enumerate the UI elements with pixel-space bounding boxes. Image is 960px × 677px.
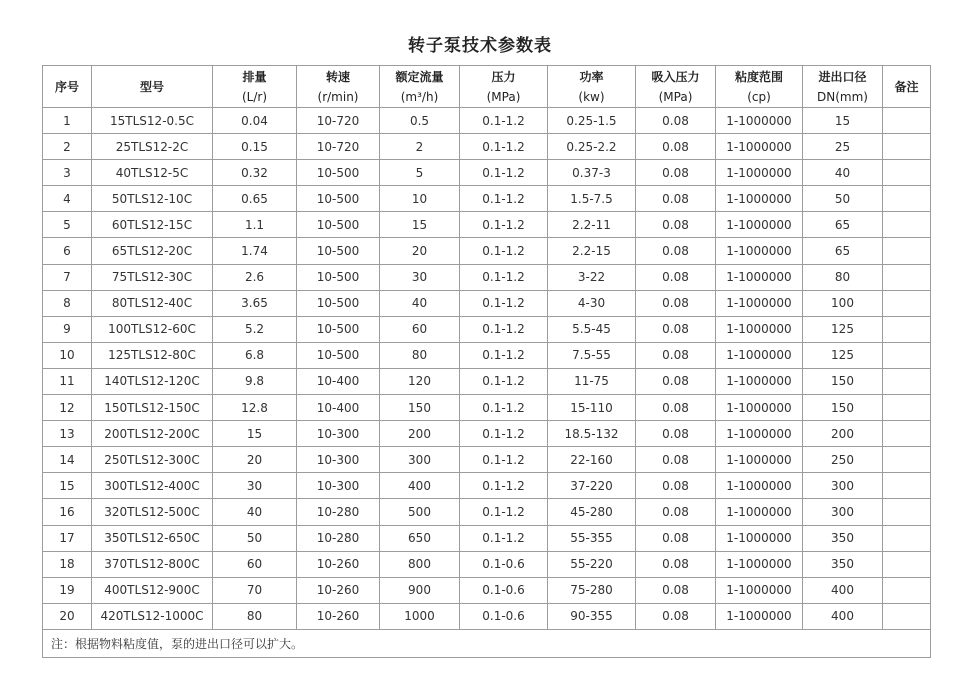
table-cell: 0.1-1.2 [460, 368, 548, 394]
table-cell: 8 [43, 290, 92, 316]
table-cell: 1 [43, 108, 92, 134]
table-cell: 1.74 [213, 238, 297, 264]
table-cell: 100 [803, 290, 883, 316]
table-cell: 0.08 [636, 499, 716, 525]
column-header-unit: (cp) [747, 89, 771, 104]
table-cell: 1-1000000 [716, 316, 803, 342]
table-row [43, 264, 931, 290]
table-cell: 0.1-1.2 [460, 342, 548, 368]
table-cell [883, 421, 931, 447]
table-cell: 1-1000000 [716, 525, 803, 551]
table-cell: 125TLS12-80C [92, 342, 213, 368]
table-cell: 55-355 [548, 525, 636, 551]
table-cell: 10-300 [297, 447, 380, 473]
table-cell: 10-500 [297, 212, 380, 238]
table-cell: 1-1000000 [716, 212, 803, 238]
table-cell: 0.08 [636, 551, 716, 577]
table-row [43, 238, 931, 264]
table-cell: 150 [380, 395, 460, 421]
table-cell: 2.6 [213, 264, 297, 290]
table-note: 注：根据物料粘度值，泵的进出口径可以扩大。 [43, 629, 931, 657]
table-row [43, 447, 931, 473]
column-header-label: 粘度范围 [734, 69, 783, 84]
table-cell: 0.1-1.2 [460, 395, 548, 421]
table-cell [883, 525, 931, 551]
table-cell: 25 [803, 134, 883, 160]
column-header [213, 66, 297, 108]
table-cell [883, 447, 931, 473]
table-cell: 400 [380, 473, 460, 499]
table-cell: 10 [43, 342, 92, 368]
table-cell: 15 [380, 212, 460, 238]
table-cell: 25TLS12-2C [92, 134, 213, 160]
table-cell: 10-280 [297, 525, 380, 551]
table-cell: 7 [43, 264, 92, 290]
table-cell: 1.1 [213, 212, 297, 238]
column-header-label: 序号 [54, 79, 79, 94]
table-row [43, 108, 931, 134]
table-cell: 1-1000000 [716, 134, 803, 160]
table-cell: 0.1-0.6 [460, 577, 548, 603]
table-cell: 0.08 [636, 395, 716, 421]
table-cell: 10-500 [297, 264, 380, 290]
column-header [636, 66, 716, 108]
table-cell: 65 [803, 212, 883, 238]
table-cell: 200TLS12-200C [92, 421, 213, 447]
table-cell: 0.1-1.2 [460, 421, 548, 447]
table-cell: 350 [803, 551, 883, 577]
table-cell: 0.08 [636, 212, 716, 238]
table-cell: 1-1000000 [716, 108, 803, 134]
table-cell: 800 [380, 551, 460, 577]
table-cell: 19 [43, 577, 92, 603]
table-cell: 15 [213, 421, 297, 447]
column-header-label: 型号 [139, 79, 164, 94]
table-cell: 0.1-1.2 [460, 447, 548, 473]
table-cell: 0.1-1.2 [460, 238, 548, 264]
table-cell: 1-1000000 [716, 551, 803, 577]
table-cell: 75-280 [548, 577, 636, 603]
table-cell: 20 [43, 603, 92, 629]
table-cell: 50TLS12-10C [92, 186, 213, 212]
table-cell: 1000 [380, 603, 460, 629]
table-cell: 10-500 [297, 238, 380, 264]
table-cell: 1-1000000 [716, 186, 803, 212]
table-cell: 300 [380, 447, 460, 473]
table-cell: 0.5 [380, 108, 460, 134]
table-cell: 13 [43, 421, 92, 447]
table-cell: 0.1-1.2 [460, 316, 548, 342]
column-header-unit: (MPa) [658, 89, 693, 104]
table-body [43, 108, 931, 658]
table-cell: 2 [380, 134, 460, 160]
table-cell: 15-110 [548, 395, 636, 421]
table-cell: 0.1-0.6 [460, 551, 548, 577]
table-cell: 5 [380, 160, 460, 186]
note-row [43, 629, 931, 657]
table-cell: 0.08 [636, 108, 716, 134]
table-row [43, 525, 931, 551]
table-cell: 45-280 [548, 499, 636, 525]
table-cell: 10-260 [297, 577, 380, 603]
table-cell: 1-1000000 [716, 290, 803, 316]
table-row [43, 368, 931, 394]
table-cell: 500 [380, 499, 460, 525]
table-cell: 1-1000000 [716, 421, 803, 447]
table-cell: 55-220 [548, 551, 636, 577]
table-cell: 0.1-1.2 [460, 212, 548, 238]
table-cell [883, 212, 931, 238]
table-cell [883, 342, 931, 368]
table-cell: 0.25-1.5 [548, 108, 636, 134]
table-cell: 0.08 [636, 368, 716, 394]
table-cell: 0.08 [636, 577, 716, 603]
column-header-unit: DN(mm) [817, 89, 868, 104]
column-header [716, 66, 803, 108]
table-cell [883, 134, 931, 160]
table-cell: 18 [43, 551, 92, 577]
table-cell: 1-1000000 [716, 395, 803, 421]
column-header-unit: (m³/h) [400, 89, 439, 104]
table-cell: 0.1-1.2 [460, 473, 548, 499]
table-cell: 1.5-7.5 [548, 186, 636, 212]
table-cell: 400TLS12-900C [92, 577, 213, 603]
table-cell: 40 [380, 290, 460, 316]
table-cell: 15 [803, 108, 883, 134]
table-cell: 10-400 [297, 395, 380, 421]
column-header-label: 转速 [325, 69, 350, 84]
table-cell: 0.25-2.2 [548, 134, 636, 160]
column-header [803, 66, 883, 108]
table-cell [883, 186, 931, 212]
table-cell: 0.1-1.2 [460, 290, 548, 316]
table-cell: 60TLS12-15C [92, 212, 213, 238]
table-cell: 650 [380, 525, 460, 551]
page-title: 转子泵技术参数表 [408, 36, 552, 56]
table-cell: 0.65 [213, 186, 297, 212]
table-cell: 0.1-1.2 [460, 499, 548, 525]
table-cell: 40TLS12-5C [92, 160, 213, 186]
table-cell: 0.08 [636, 421, 716, 447]
table-cell: 20 [380, 238, 460, 264]
table-cell: 3 [43, 160, 92, 186]
column-header-label: 功率 [579, 69, 604, 84]
column-header [92, 66, 213, 108]
table-cell: 60 [380, 316, 460, 342]
table-cell: 0.1-1.2 [460, 264, 548, 290]
table-cell: 9 [43, 316, 92, 342]
table-cell: 10-500 [297, 342, 380, 368]
table-cell: 10-260 [297, 551, 380, 577]
table-cell: 37-220 [548, 473, 636, 499]
table-cell [883, 368, 931, 394]
table-cell: 6 [43, 238, 92, 264]
column-header [548, 66, 636, 108]
table-cell: 0.08 [636, 160, 716, 186]
table-cell: 1-1000000 [716, 238, 803, 264]
table-cell: 80 [803, 264, 883, 290]
table-cell: 0.08 [636, 290, 716, 316]
table-row [43, 603, 931, 629]
table-cell: 10-720 [297, 108, 380, 134]
table-cell: 75TLS12-30C [92, 264, 213, 290]
table-cell: 0.1-1.2 [460, 108, 548, 134]
table-cell: 350TLS12-650C [92, 525, 213, 551]
table-cell: 900 [380, 577, 460, 603]
table-cell [883, 238, 931, 264]
table-row [43, 421, 931, 447]
table-cell: 0.08 [636, 134, 716, 160]
spec-table [42, 65, 931, 658]
table-cell: 0.1-1.2 [460, 525, 548, 551]
table-cell: 15 [43, 473, 92, 499]
table-cell: 10-300 [297, 473, 380, 499]
table-row [43, 395, 931, 421]
table-cell [883, 160, 931, 186]
table-cell [883, 316, 931, 342]
table-cell: 0.1-0.6 [460, 603, 548, 629]
table-cell: 11-75 [548, 368, 636, 394]
table-cell: 0.08 [636, 264, 716, 290]
table-row [43, 212, 931, 238]
table-cell: 370TLS12-800C [92, 551, 213, 577]
table-cell: 150TLS12-150C [92, 395, 213, 421]
table-cell: 17 [43, 525, 92, 551]
column-header-label: 备注 [894, 79, 919, 94]
table-cell: 150 [803, 395, 883, 421]
table-cell: 5.2 [213, 316, 297, 342]
table-cell [883, 290, 931, 316]
table-cell: 14 [43, 447, 92, 473]
table-cell: 90-355 [548, 603, 636, 629]
table-cell: 4 [43, 186, 92, 212]
table-cell: 0.1-1.2 [460, 186, 548, 212]
table-cell: 80TLS12-40C [92, 290, 213, 316]
table-cell: 200 [380, 421, 460, 447]
table-cell: 10-280 [297, 499, 380, 525]
table-cell: 250TLS12-300C [92, 447, 213, 473]
table-cell: 10-500 [297, 316, 380, 342]
table-cell: 250 [803, 447, 883, 473]
table-cell: 20 [213, 447, 297, 473]
table-cell: 1-1000000 [716, 342, 803, 368]
table-row [43, 134, 931, 160]
table-cell: 7.5-55 [548, 342, 636, 368]
table-row [43, 160, 931, 186]
table-cell: 140TLS12-120C [92, 368, 213, 394]
table-cell: 0.04 [213, 108, 297, 134]
table-cell: 3-22 [548, 264, 636, 290]
table-cell [883, 395, 931, 421]
table-row [43, 290, 931, 316]
table-cell: 10-500 [297, 290, 380, 316]
column-header-label: 额定流量 [395, 69, 444, 84]
table-row [43, 186, 931, 212]
table-row [43, 316, 931, 342]
table-cell [883, 108, 931, 134]
table-cell: 2.2-11 [548, 212, 636, 238]
table-cell: 10-500 [297, 160, 380, 186]
table-cell: 0.08 [636, 186, 716, 212]
table-cell: 125 [803, 342, 883, 368]
table-cell: 0.08 [636, 238, 716, 264]
table-cell: 0.08 [636, 525, 716, 551]
column-header-unit: (L/r) [241, 89, 268, 104]
table-cell: 0.32 [213, 160, 297, 186]
table-row [43, 473, 931, 499]
table-cell: 400 [803, 577, 883, 603]
table-cell: 400 [803, 603, 883, 629]
column-header-unit: (MPa) [486, 89, 521, 104]
table-cell: 0.37-3 [548, 160, 636, 186]
column-header-label: 压力 [491, 69, 516, 84]
table-cell: 10-260 [297, 603, 380, 629]
column-header [43, 66, 92, 108]
table-cell: 1-1000000 [716, 264, 803, 290]
table-cell: 0.08 [636, 603, 716, 629]
table-cell: 300 [803, 473, 883, 499]
table-cell: 9.8 [213, 368, 297, 394]
table-cell: 10-720 [297, 134, 380, 160]
table-cell: 10 [380, 186, 460, 212]
table-cell: 22-160 [548, 447, 636, 473]
table-cell: 5.5-45 [548, 316, 636, 342]
table-cell: 0.15 [213, 134, 297, 160]
table-cell: 18.5-132 [548, 421, 636, 447]
table-cell: 10-500 [297, 186, 380, 212]
table-cell: 300TLS12-400C [92, 473, 213, 499]
table-row [43, 499, 931, 525]
column-header [460, 66, 548, 108]
table-cell: 1-1000000 [716, 473, 803, 499]
table-cell: 50 [213, 525, 297, 551]
table-cell: 100TLS12-60C [92, 316, 213, 342]
table-cell: 0.08 [636, 316, 716, 342]
table-cell: 1-1000000 [716, 603, 803, 629]
table-cell: 0.08 [636, 473, 716, 499]
table-cell: 2 [43, 134, 92, 160]
column-header-unit: (r/min) [317, 89, 359, 104]
table-cell: 60 [213, 551, 297, 577]
table-cell: 0.1-1.2 [460, 160, 548, 186]
column-header-label: 吸入压力 [651, 69, 700, 84]
table-cell [883, 473, 931, 499]
table-row [43, 342, 931, 368]
table-row [43, 551, 931, 577]
table-cell: 4-30 [548, 290, 636, 316]
table-cell: 70 [213, 577, 297, 603]
table-cell [883, 264, 931, 290]
table-cell: 320TLS12-500C [92, 499, 213, 525]
table-cell: 40 [213, 499, 297, 525]
table-cell [883, 551, 931, 577]
table-cell: 50 [803, 186, 883, 212]
header-row [43, 66, 931, 108]
table-cell: 420TLS12-1000C [92, 603, 213, 629]
column-header-label: 进出口径 [818, 69, 867, 84]
table-cell: 0.1-1.2 [460, 134, 548, 160]
column-header [297, 66, 380, 108]
table-cell: 300 [803, 499, 883, 525]
table-cell: 1-1000000 [716, 499, 803, 525]
table-cell: 11 [43, 368, 92, 394]
table-cell: 10-300 [297, 421, 380, 447]
table-cell: 150 [803, 368, 883, 394]
table-cell: 3.65 [213, 290, 297, 316]
table-cell: 16 [43, 499, 92, 525]
table-cell: 30 [380, 264, 460, 290]
table-cell: 120 [380, 368, 460, 394]
table-cell: 1-1000000 [716, 577, 803, 603]
table-cell: 12 [43, 395, 92, 421]
table-cell: 1-1000000 [716, 160, 803, 186]
table-cell: 0.08 [636, 342, 716, 368]
table-cell: 65 [803, 238, 883, 264]
column-header-label: 排量 [242, 69, 267, 84]
table-cell: 65TLS12-20C [92, 238, 213, 264]
table-cell: 15TLS12-0.5C [92, 108, 213, 134]
table-cell: 80 [380, 342, 460, 368]
table-row [43, 577, 931, 603]
column-header-unit: (kw) [578, 89, 605, 104]
table-cell [883, 577, 931, 603]
table-cell: 350 [803, 525, 883, 551]
table-cell [883, 603, 931, 629]
table-cell: 125 [803, 316, 883, 342]
table-cell: 0.08 [636, 447, 716, 473]
table-cell: 30 [213, 473, 297, 499]
table-cell: 200 [803, 421, 883, 447]
table-cell: 10-400 [297, 368, 380, 394]
table-cell [883, 499, 931, 525]
table-cell: 5 [43, 212, 92, 238]
table-cell: 40 [803, 160, 883, 186]
table-cell: 1-1000000 [716, 447, 803, 473]
table-cell: 2.2-15 [548, 238, 636, 264]
table-cell: 6.8 [213, 342, 297, 368]
column-header [883, 66, 931, 108]
table-cell: 12.8 [213, 395, 297, 421]
table-cell: 1-1000000 [716, 368, 803, 394]
column-header [380, 66, 460, 108]
table-cell: 80 [213, 603, 297, 629]
